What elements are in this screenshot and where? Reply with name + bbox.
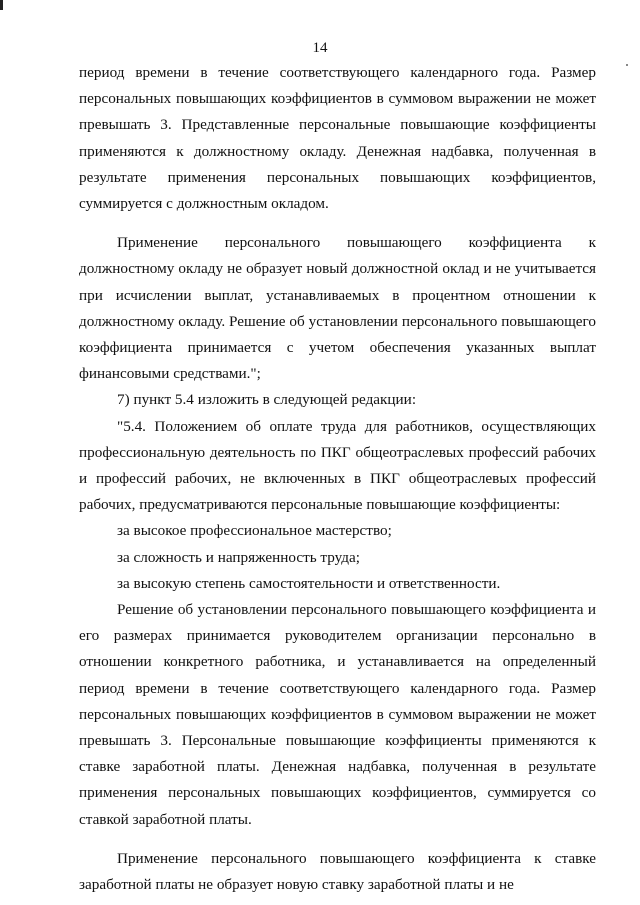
page-number: 14 [312, 40, 328, 56]
list-item: за высокую степень самостоятельности и ответственности. [117, 574, 501, 592]
paragraph: Применение персонального повышающего коэффициента к ставке заработной платы не образует новую ставку заработной платы и не [79, 849, 596, 894]
paragraph: Применение персонального повышающего коэффициента к должностному окладу не образует новый должностной оклад и не учитывается при исчислении выплат, устанавливаемых в процентном отношении к должностному окладу. Решение об установлении персонального повышающего коэффициента принимается с учетом обеспечения указанных выплат финансовыми средствами."; [79, 234, 596, 383]
paragraph: Решение об установлении персонального повышающего коэффициента и его размерах принимается руководителем организации персонально в отношении конкретного работника, и устанавливается на определенный период времени в течение соответствующего календарного года. Размер персональных повышающих коэффициентов в суммовом выражении не может превышать 3. Персональные повышающие коэффициенты применяются к ставке заработной платы. Денежная надбавка, полученная в результате применения персональных повышающих коэффициентов, суммируется со ставкой заработной платы. [79, 601, 596, 828]
paragraph-continuation: период времени в течение соответствующего календарного года. Размер персональных повышающих коэффициентов в суммовом выражении не может превышать 3. Представленные персональные повышающие коэффициенты применяются к должностному окладу. Денежная надбавка, полученная в результате применения персональных повышающих коэффициентов, суммируется с должностным окладом. [79, 64, 596, 213]
document-body [79, 60, 596, 898]
paragraph-clause-5-4: "5.4. Положением об оплате труда для работников, осуществляющих профессиональную деятельность по ПКГ общеотраслевых профессий рабочих и профессий рабочих, не включенных в ПКГ общеотраслевых профессий рабочих, предусматриваются персональные повышающие коэффициенты: [79, 417, 596, 514]
paragraph-clause-7: 7) пункт 5.4 изложить в следующей редакции: [117, 391, 417, 409]
list-item: за сложность и напряженность труда; [117, 548, 360, 566]
scan-edge-mark [0, 0, 3, 10]
list-item: за высокое профессиональное мастерство; [117, 522, 392, 540]
scan-speck [626, 64, 628, 66]
